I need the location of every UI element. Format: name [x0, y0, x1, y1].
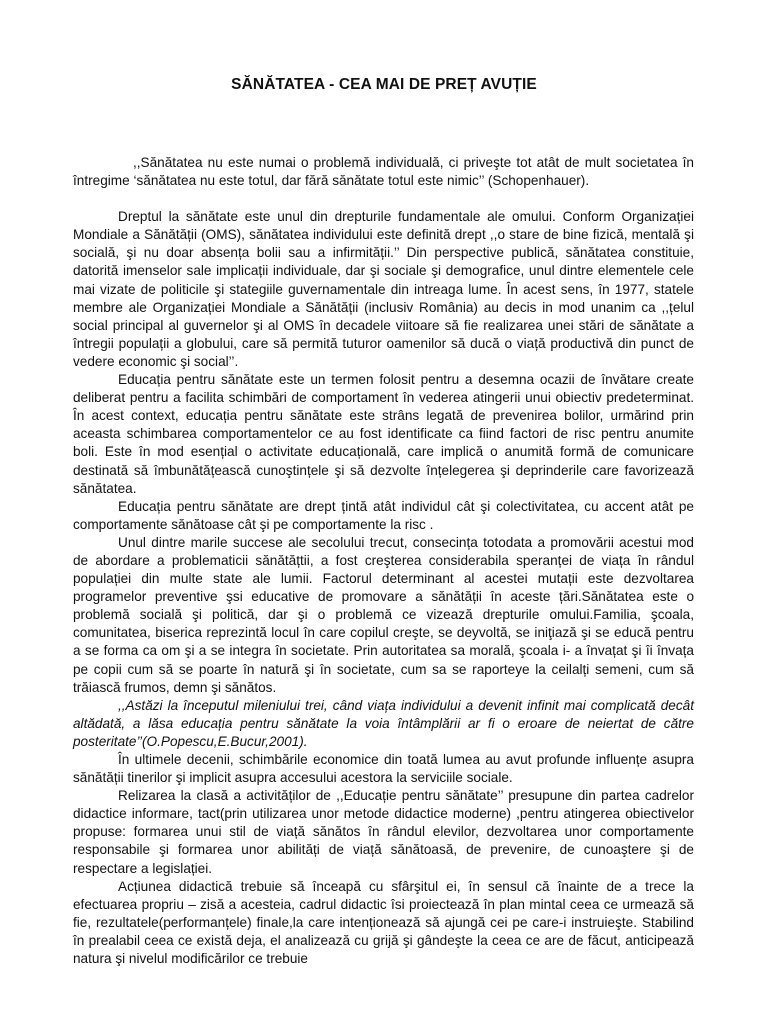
document-body [73, 154, 694, 968]
body-paragraph: Dreptul la sănătate este unul din drepturile fundamentale ale omului. Conform Organizației Mondiale a Sănătății (OMS), sănătatea individului este definită drept ,,o stare de bine fizică, mentală şi socială, şi nu doar absența bolii sau a infirmității.’’ Din perspective publică, sănătatea constituie, datorită imenselor sale implicații individuale, dar şi sociale şi demografice, unul dintre elementele cele mai vizate de politicile şi stategiile guvernamentale din intreaga lume. În acest sens, în 1977, statele membre ale Organizației Mondiale a Sănătății (inclusiv România) au decis in mod unanim ca ,,țelul social principal al guvernelor şi al OMS în decadele viitoare să fie realizarea unei stări de sănătate a întregii populații a globului, care să permită tuturor oamenilor să ducă o viață productivă din punct de vedere economic şi social’’. [73, 209, 694, 369]
body-paragraph: În ultimele decenii, schimbările economice din toată lumea au avut profunde influențe asupra sănătății tinerilor şi implicit asupra accesului acestora la serviciile sociale. [73, 752, 694, 786]
opening-quote-paragraph: ,,Sănătatea nu este numai o problemă individuală, ci priveşte tot atât de mult societatea în întregime ‘sănătatea nu este totul, dar fără sănătate totul este nimic’’ (Schopenhauer). [73, 155, 694, 189]
document-title: SĂNĂTATEA - CEA MAI DE PREȚ AVUȚIE [231, 76, 537, 93]
body-paragraph: Unul dintre marile succese ale secolului trecut, consecința totodata a promovării acestui mod de abordare a problematicii sănătățtii, a fost creşterea considerabila speranței de viața în rândul populației din multe state ale lumii. Factorul determinant al acestei mutații este dezvoltarea programelor preventive şsi educative de promovare a sănătății în aceste țări.Sănătatea este o problemă socială şi politică, dar şi o problemă ce vizează drepturile omului.Familia, şcoala, comunitatea, biserica reprezintă locul în care copilul creşte, se deyvoltă, se iniţiază şi se educă pentru a se forma ca om şi a se integra în societate. Prin autoritatea sa morală, şcoala i- a învațat şi îi învața pe copii cum să se poarte în natură şi în societate, cum sa se raporteye la ceilalți semeni, cum să trăiască frumos, demn şi sănătos. [73, 534, 694, 695]
italic-quote-paragraph: ,,Astăzi la începutul mileniului trei, când viața individului a devenit infinit mai complicată decât altădată, a lăsa educația pentru sănătate la voia întâmplării ar fi o eroare de neiertat de către posteritate’’(O.Popescu,E.Bucur,2001). [73, 697, 694, 749]
body-paragraph: Educația pentru sănătate este un termen folosit pentru a desemna ocazii de învătare create deliberat pentru a facilita schimbări de comportament în vederea atingerii unui obiectiv predeterminat. În acest context, educația pentru sănătate este strâns legată de prevenirea bolilor, urmărind prin aceasta schimbarea comportamentelor ce au fost identificate ca fiind factori de risc pentru anumite boli. Este în mod esențial o activitate educațională, care implică o anumită formă de comunicare destinată să îmbunătățească cunoştințele şi să dezvolte înțelegerea şi deprinderile care favorizează sănătatea. [73, 372, 694, 496]
paragraph-gap [73, 190, 694, 208]
body-paragraph: Educația pentru sănătate are drept țintă atât individul cât şi colectivitatea, cu accent atât pe comportamente sănătoase cât şi pe comportamente la risc . [73, 498, 694, 532]
body-paragraph: Relizarea la clasă a activităților de ,,Educație pentru sănătate’’ presupune din partea cadrelor didactice informare, tact(prin utilizarea unor metode didactice moderne) ,pentru atingerea obiectivelor propuse: formarea unui stil de viață sănătos în rândul elevilor, dezvoltarea unor comportamente responsabile şi formarea unor abilități de viață sănătoasă, de prevenire, de cunoaştere şi de respectare a legislației. [73, 788, 694, 876]
body-paragraph: Acțiunea didactică trebuie să înceapă cu sfârşitul ei, în sensul că înainte de a trece la efectuarea propriu – zisă a acesteia, cadrul didactic îsi proiectează în plan mintal ceea ce urmează să fie, rezultatele(performanțele) finale,la care intenționează să ajungă cei pe care-i instruieşte. Stabilind în prealabil ceea ce există deja, el analizează cu grijă şi gândeşte la ceea ce are de făcut, anticipează natura şi nivelul modificărilor ce trebuie [73, 878, 694, 967]
